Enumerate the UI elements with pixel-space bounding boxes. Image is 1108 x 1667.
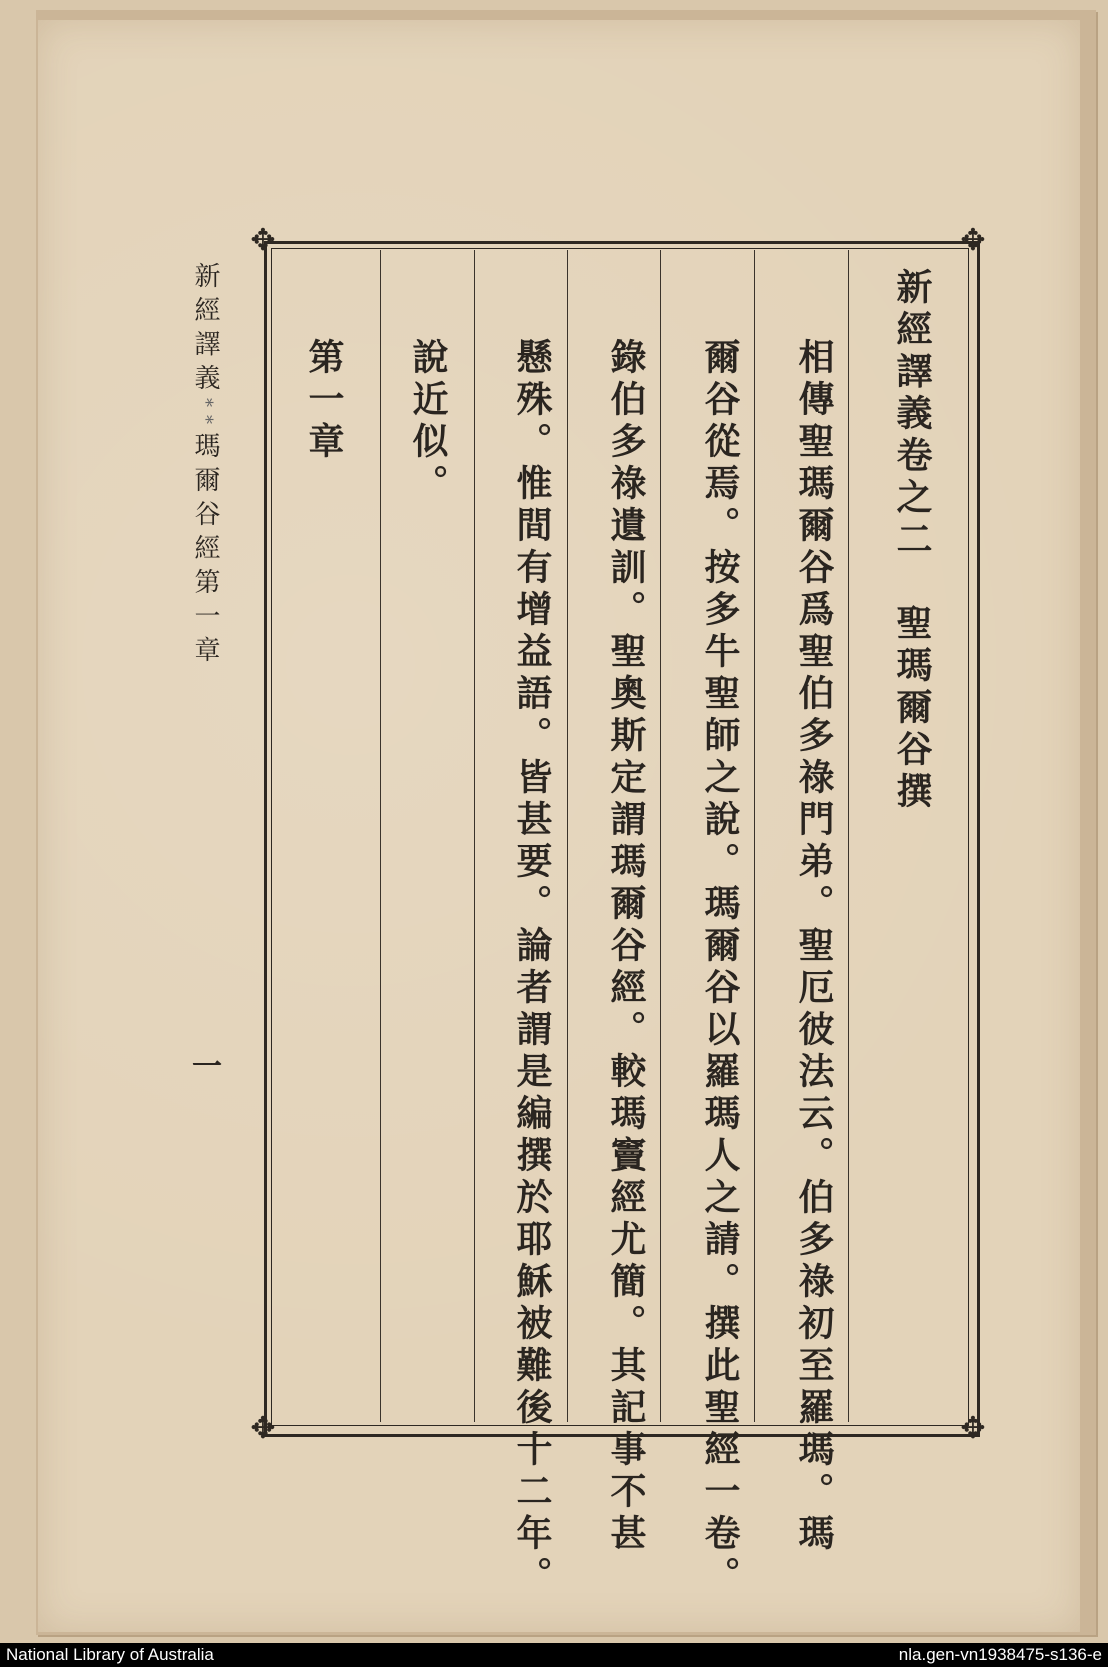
footer-library-name: National Library of Australia — [6, 1645, 214, 1664]
footer-bar — [0, 1643, 1108, 1667]
footer-item-id: nla.gen-vn1938475-s136-e — [898, 1645, 1102, 1664]
running-header — [192, 262, 218, 670]
book-page — [38, 20, 1080, 1632]
column-rule — [754, 250, 755, 1422]
column-rule — [567, 250, 568, 1422]
column-rule — [660, 250, 661, 1422]
column-rule — [848, 250, 849, 1422]
text-column: 錄伯多祿遺訓。聖奧斯定謂瑪爾谷經。較瑪竇經尤簡。其記事不甚 — [605, 338, 647, 1556]
book-title-column: 新經譯義卷之二 聖瑪爾谷撰 — [891, 268, 933, 814]
text-column: 說近似。 — [407, 338, 449, 506]
running-header-title: 新經譯義 — [190, 262, 220, 398]
text-column: 相傳聖瑪爾谷爲聖伯多祿門弟。聖厄彼法云。伯多祿初至羅瑪。瑪 — [793, 338, 835, 1556]
running-header-separator: ** — [195, 398, 216, 432]
corner-cross-ornament-bottom-right: ✥ — [960, 1411, 986, 1446]
chapter-heading: 第一章 — [303, 338, 345, 464]
corner-cross-ornament-top-right: ✥ — [960, 223, 986, 258]
running-header-section: 瑪爾谷經第一章 — [190, 432, 220, 670]
column-rule — [474, 250, 475, 1422]
column-rule — [380, 250, 381, 1422]
text-column: 爾谷從焉。按多牛聖師之說。瑪爾谷以羅瑪人之請。撰此聖經一卷。 — [699, 338, 741, 1598]
text-column: 懸殊。惟間有增益語。皆甚要。論者謂是編撰於耶穌被難後十二年。 — [511, 338, 553, 1598]
page-number: 一 — [186, 1050, 221, 1086]
corner-cross-ornament-top-left: ✥ — [250, 223, 276, 258]
corner-cross-ornament-bottom-left: ✥ — [250, 1411, 276, 1446]
